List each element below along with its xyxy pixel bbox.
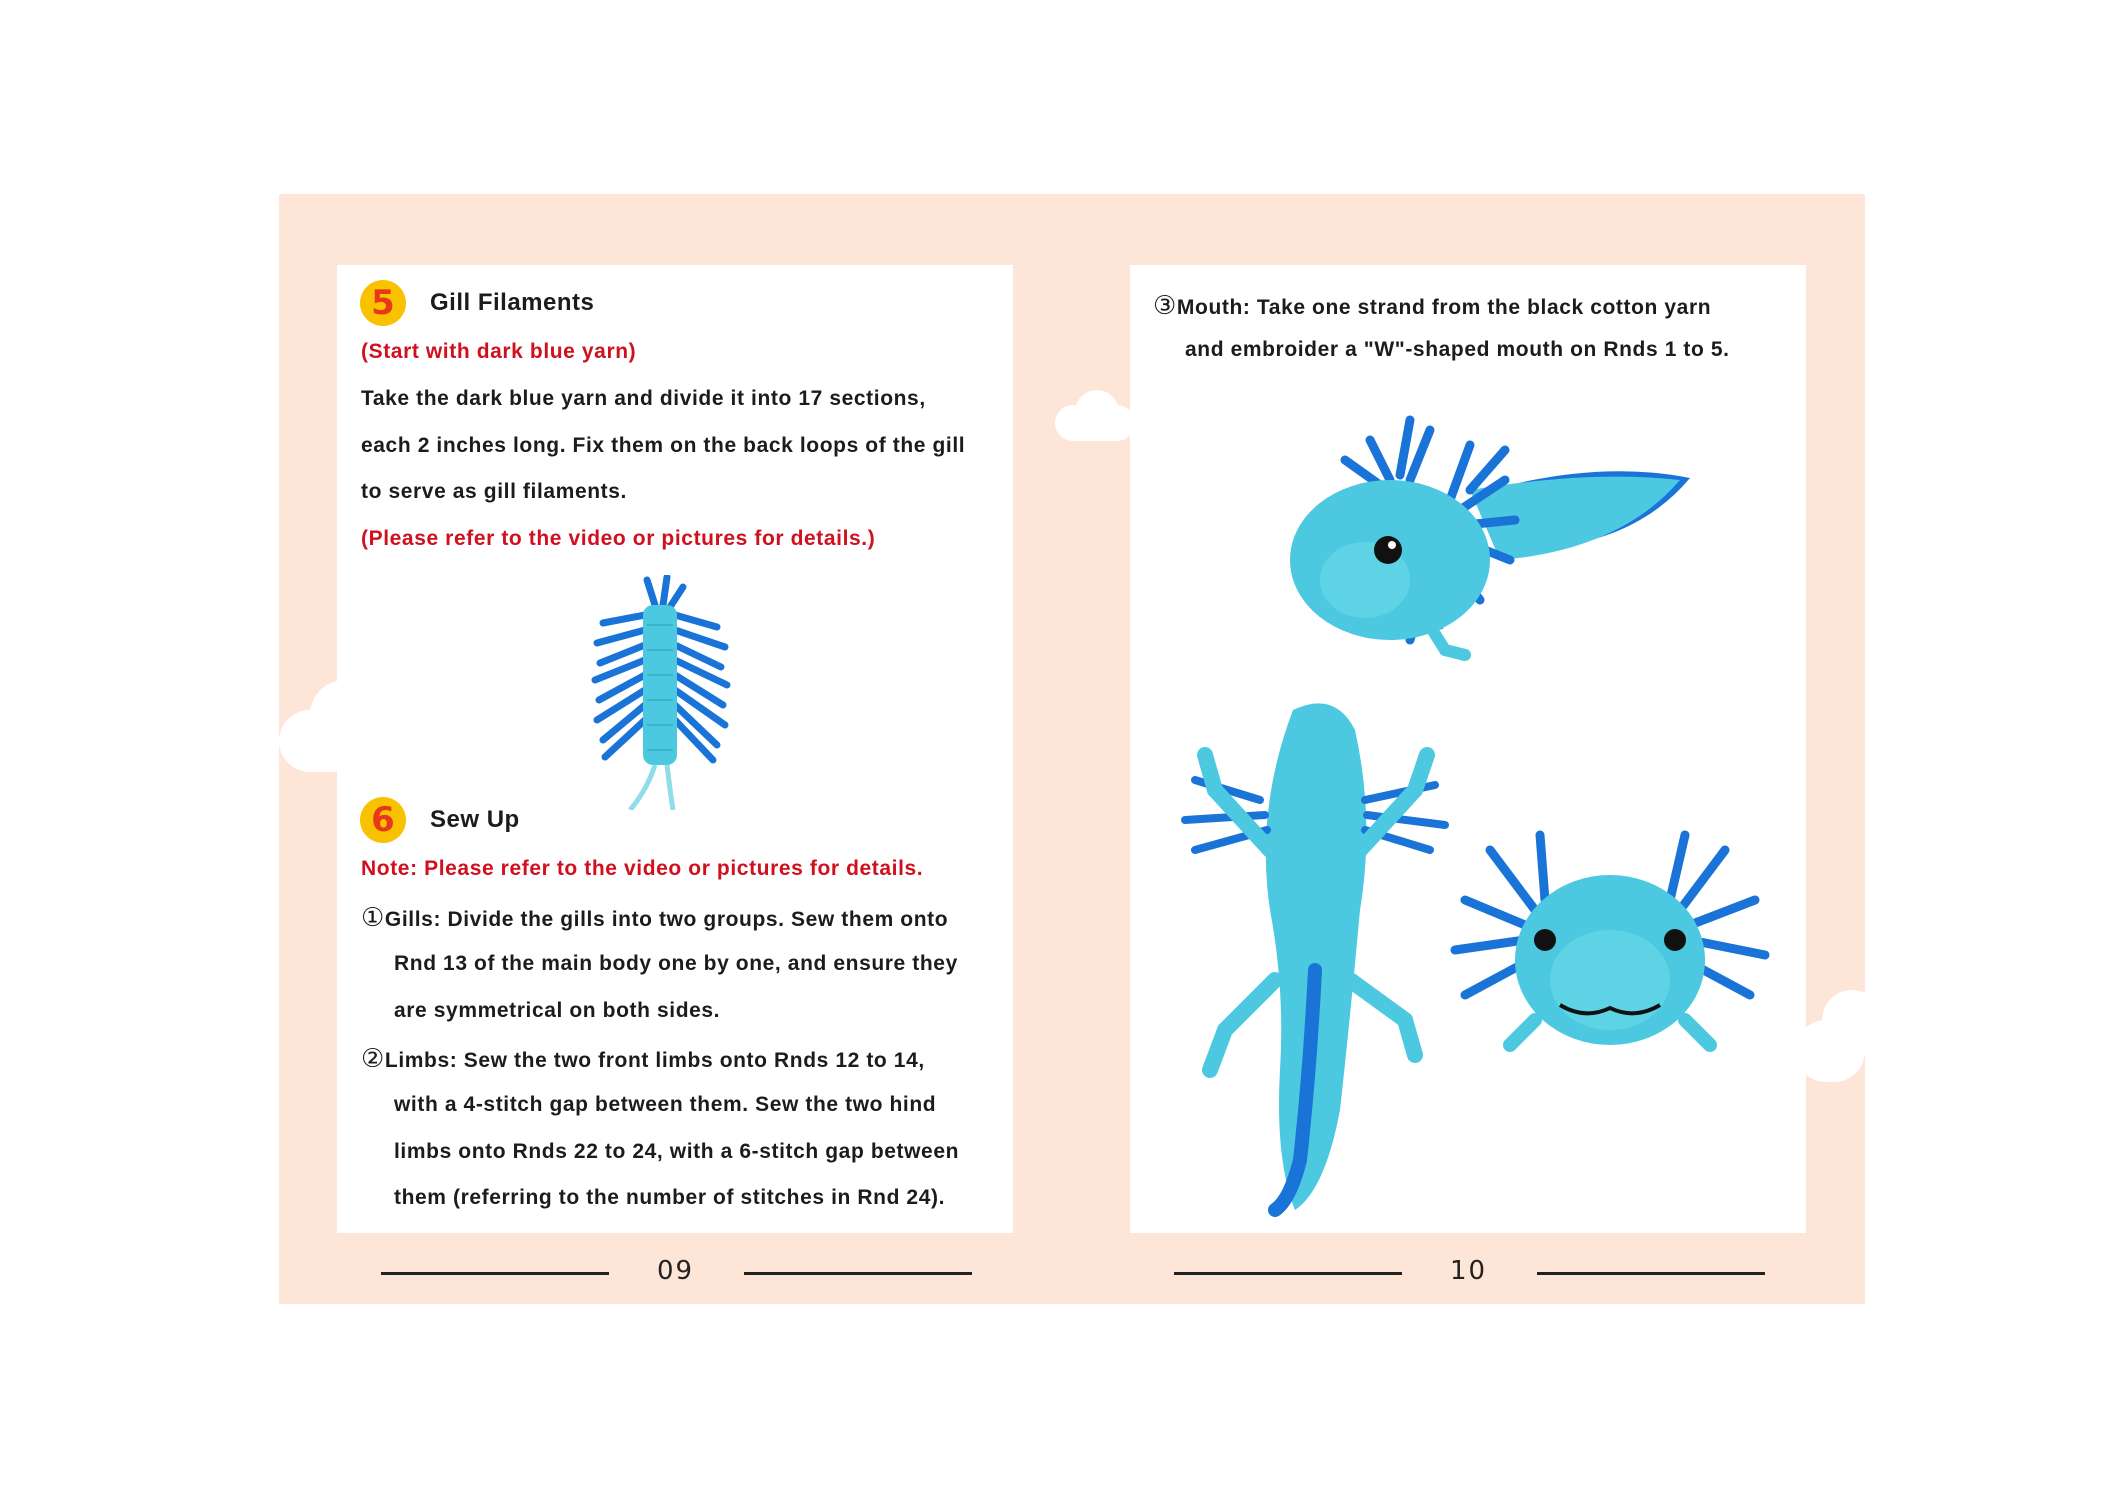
limbs-instruction-line: limbs onto Rnds 22 to 24, with a 6-stitch gap between [394, 1140, 960, 1163]
step-5-body-line: each 2 inches long. Fix them on the back loops of the gill [361, 434, 966, 457]
limbs-instruction-line: them (referring to the number of stitches in Rnd 24). [394, 1186, 946, 1209]
page-footer-rule [381, 1272, 609, 1275]
step-6-note: Note: Please refer to the video or pictures for details. [361, 857, 924, 880]
axolotl-front-view-photo [1445, 830, 1775, 1070]
mouth-instruction-line [1153, 290, 1711, 321]
mouth-instruction-line: and embroider a "W"-shaped mouth on Rnds 1 to 5. [1185, 338, 1730, 361]
cloud-decoration-middle-top [1075, 390, 1119, 434]
gills-instruction-line: Rnd 13 of the main body one by one, and ensure they [394, 952, 958, 975]
item-marker: ① [361, 902, 385, 932]
step-6-heading [360, 797, 520, 843]
page-footer-rule [1174, 1272, 1402, 1275]
gills-instruction-line [361, 902, 948, 933]
step-5-body-line: Take the dark blue yarn and divide it into 17 sections, [361, 387, 926, 410]
step-title: Gill Filaments [430, 289, 595, 316]
step-title: Sew Up [430, 806, 520, 833]
step-5-body-line: to serve as gill filaments. [361, 480, 627, 503]
axolotl-side-view-photo [1270, 400, 1700, 695]
item-marker: ③ [1153, 290, 1177, 320]
page-number: 09 [657, 1256, 695, 1286]
step-5-subtitle: (Start with dark blue yarn) [361, 340, 637, 363]
axolotl-top-view-photo [1175, 690, 1465, 1220]
item-marker: ② [361, 1043, 385, 1073]
step-number-badge: 6 [360, 797, 406, 843]
gill-filament-photo [585, 575, 745, 810]
instruction-text: Gills: Divide the gills into two groups. Sew them onto [384, 908, 949, 931]
step-5-heading [360, 280, 594, 326]
cloud-decoration-right-top [1822, 990, 1882, 1050]
page-number: 10 [1450, 1256, 1488, 1286]
limbs-instruction-line: with a 4-stitch gap between them. Sew the two hind [394, 1093, 937, 1116]
instruction-text: Limbs: Sew the two front limbs onto Rnds 12 to 14, [384, 1049, 925, 1072]
page-footer-rule [744, 1272, 972, 1275]
step-number-badge: 5 [360, 280, 406, 326]
gills-instruction-line: are symmetrical on both sides. [394, 999, 721, 1022]
instruction-text: Mouth: Take one strand from the black cotton yarn [1176, 296, 1712, 319]
page-footer-rule [1537, 1272, 1765, 1275]
limbs-instruction-line [361, 1043, 925, 1074]
step-5-note: (Please refer to the video or pictures for details.) [361, 527, 876, 550]
